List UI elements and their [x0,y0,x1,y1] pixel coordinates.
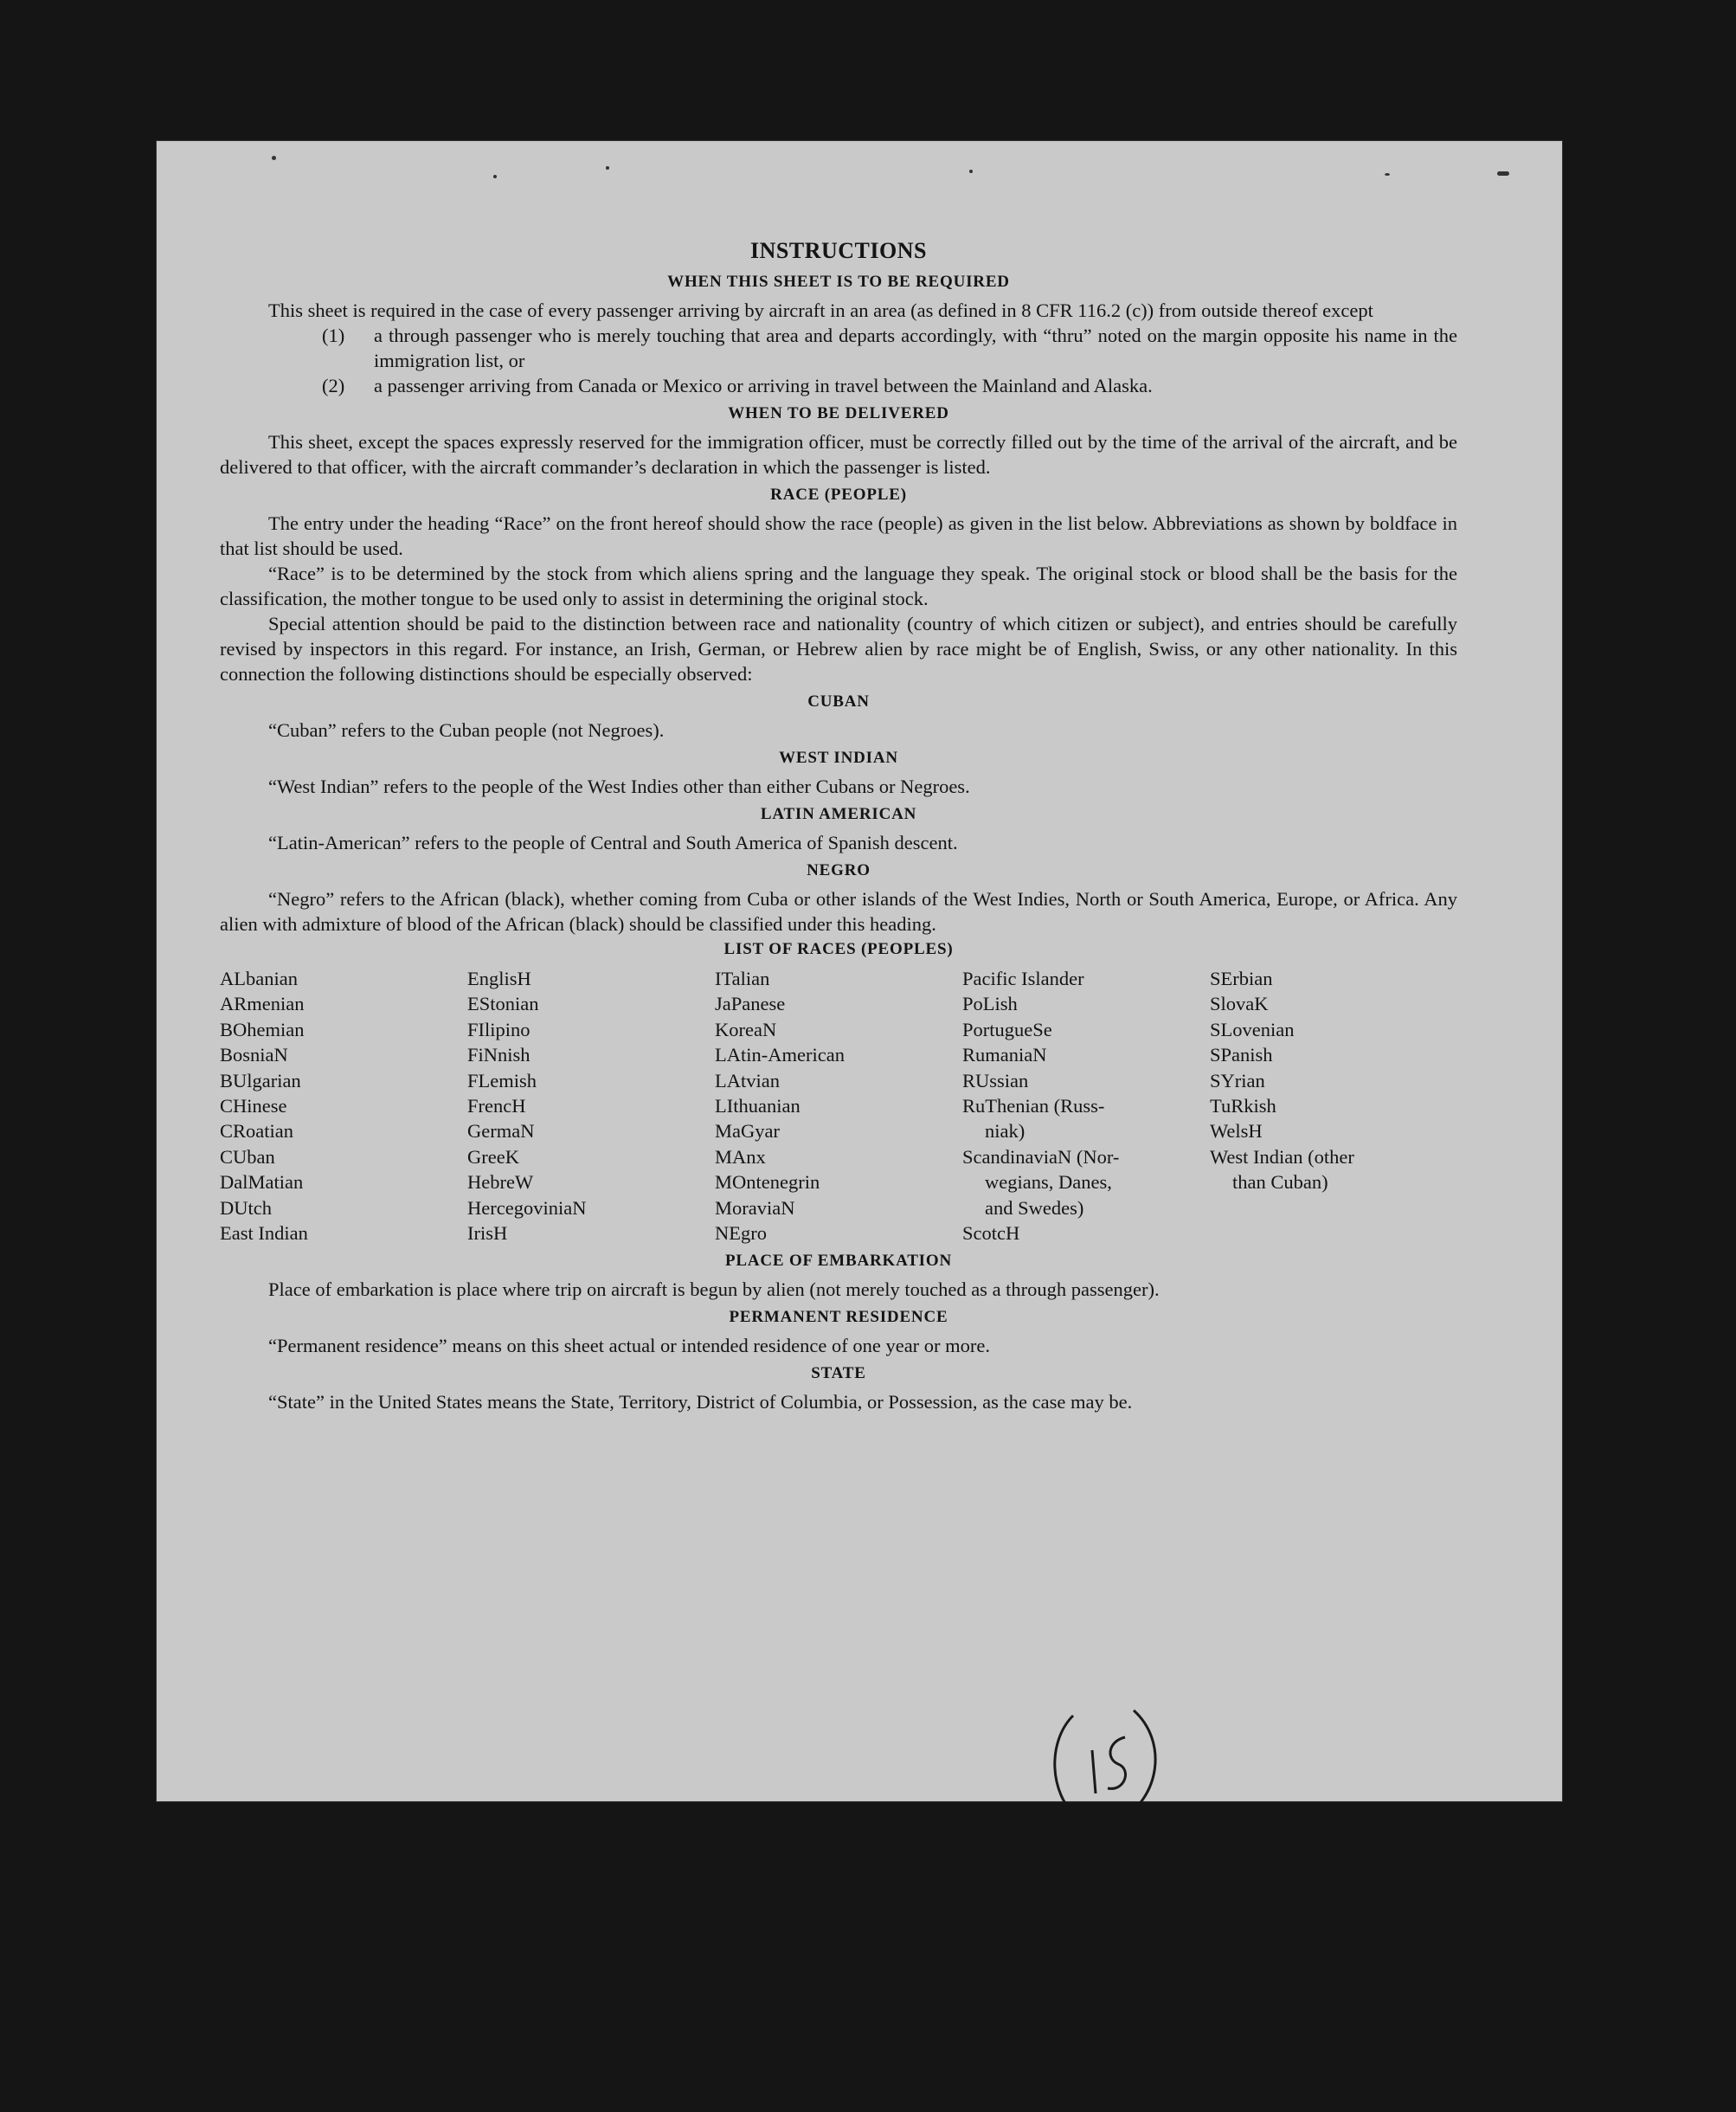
races-column-5 [1210,966,1457,1246]
races-column-2 [467,966,715,1246]
section-heading-west-indian: WEST INDIAN [779,749,898,767]
race-entry: PoLish [962,993,1018,1015]
list-item-text: a through passenger who is merely touching that area and departs accordingly, with “thru” noted on the margin opposite his name in the immigration list, or [374,325,1457,371]
race-entry: HercegoviniaN [467,1196,587,1219]
race-entry: East Indian [220,1222,308,1245]
race-entry: ARmenian [220,993,305,1015]
race-entry: niak) [985,1120,1026,1143]
document-sheet [156,140,1563,1802]
section-heading-embarkation: PLACE OF EMBARKATION [725,1252,952,1271]
race-entry: SlovaK [1210,993,1269,1015]
race-entry: PortugueSe [962,1018,1052,1040]
race-entry: GermaN [467,1120,535,1143]
race-entry: ALbanian [220,968,298,989]
race-entry: FrencH [467,1095,526,1117]
race-entry: and Swedes) [985,1196,1084,1219]
races-column-4 [962,966,1210,1246]
race-entry: TuRkish [1210,1095,1276,1117]
paragraph-residence: “Permanent residence” means on this sheet actual or intended residence of one year or more. [268,1335,991,1357]
list-item [322,323,1457,373]
race-entry: BOhemian [220,1018,305,1040]
race-entry: SLovenian [1210,1018,1295,1040]
race-entry: DUtch [220,1196,272,1219]
list-item-number: (2) [322,375,345,396]
race-entry: SErbian [1210,968,1273,989]
paragraph-negro: “Negro” refers to the African (black), whether coming from Cuba or other islands of the West Indies, North or South America, Europe, or Africa. Any alien with admixture of blood of the African (black) should be classified under this heading. [220,888,1457,935]
race-entry: RumaniaN [962,1044,1047,1066]
race-entry: NEgro [715,1222,767,1245]
paragraph-delivered: This sheet, except the spaces expressly reserved for the immigration officer, must be correctly filled out by the time of the arrival of the aircraft, and be delivered to that officer, with the aircraft commander’s declaration in which the passenger is listed. [220,431,1457,478]
race-entry: LAtin-American [715,1044,845,1066]
race-entry: Pacific Islander [962,968,1084,989]
section-heading-list-of-races: LIST OF RACES (PEOPLES) [723,940,954,958]
paragraph-west-indian: “West Indian” refers to the people of the West Indies other than either Cubans or Negroes. [268,776,970,797]
race-entry: MaGyar [715,1120,780,1143]
race-entry: IrisH [467,1222,508,1245]
paragraph-embarkation: Place of embarkation is place where trip on aircraft is begun by alien (not merely touched as a through passenger). [268,1278,1160,1301]
race-entry: BosniaN [220,1044,288,1066]
race-entry: MAnx [715,1145,766,1168]
race-entry: West Indian (other [1210,1145,1354,1168]
paragraph-latin-american: “Latin-American” refers to the people of Central and South America of Spanish descent. [268,832,958,853]
handwritten-mark-icon [1038,1698,1168,1802]
section-heading-required: WHEN THIS SHEET IS TO BE REQUIRED [667,273,1010,291]
race-entry: MoraviaN [715,1196,795,1219]
list-item-text: a passenger arriving from Canada or Mexico or arriving in travel between the Mainland and Alaska. [374,375,1153,396]
race-entry: FLemish [467,1069,537,1091]
section-heading-delivered: WHEN TO BE DELIVERED [728,404,949,422]
race-entry: RuThenian (Russ- [962,1095,1105,1117]
race-entry: GreeK [467,1145,519,1168]
races-column-3 [715,966,962,1246]
paragraph-race-1: The entry under the heading “Race” on the front hereof should show the race (people) as given in the list below. Abbreviations as shown by boldface in that list should be used. [220,512,1457,559]
race-entry: FIlipino [467,1018,530,1040]
race-entry: ScandinaviaN (Nor- [962,1145,1120,1168]
section-heading-negro: NEGRO [807,861,871,879]
paragraph-race-2: “Race” is to be determined by the stock from which aliens spring and the language they speak. The original stock or blood shall be the basis for the classification, the mother tongue to be used only to assist in determining the original stock. [220,563,1457,609]
race-entry: KoreaN [715,1018,777,1040]
paragraph-cuban: “Cuban” refers to the Cuban people (not Negroes). [268,719,665,741]
race-entry: RUssian [962,1069,1029,1091]
race-entry: than Cuban) [1232,1171,1328,1194]
race-entry: LIthuanian [715,1095,800,1117]
list-item [322,373,1457,398]
list-item-number: (1) [322,325,345,346]
race-entry: MOntenegrin [715,1171,820,1194]
race-entry: WelsH [1210,1120,1263,1143]
races-list [220,966,1457,1246]
race-entry: EStonian [467,993,539,1015]
section-heading-state: STATE [811,1364,866,1383]
paragraph-state: “State” in the United States means the State, Territory, District of Columbia, or Possession, as the case may be. [268,1391,1133,1413]
race-entry: CUban [220,1145,275,1168]
section-heading-latin-american: LATIN AMERICAN [760,805,917,823]
race-entry: SPanish [1210,1044,1273,1066]
paragraph-race-3: Special attention should be paid to the distinction between race and nationality (country of which citizen or subject), and entries should be carefully revised by inspectors in this regard. For instance, an Irish, German, or Hebrew alien by race might be of English, Swiss, or any other nationality. In this connection the following distinctions should be especially observed: [220,613,1457,685]
race-entry: EnglisH [467,968,531,989]
section-heading-race: RACE (PEOPLE) [770,486,907,504]
race-entry: ITalian [715,968,770,989]
race-entry: BUlgarian [220,1069,301,1091]
races-column-1 [220,966,467,1246]
page-title: INSTRUCTIONS [750,238,927,263]
race-entry: SYrian [1210,1069,1265,1091]
race-entry: DalMatian [220,1171,304,1194]
instructions-content [220,235,1457,1414]
race-entry: JaPanese [715,993,786,1015]
race-entry: LAtvian [715,1069,780,1091]
race-entry: FiNnish [467,1044,530,1066]
race-entry: HebreW [467,1171,534,1194]
race-entry: ScotcH [962,1222,1020,1245]
race-entry: CRoatian [220,1120,293,1143]
race-entry: CHinese [220,1095,287,1117]
race-entry: wegians, Danes, [985,1171,1112,1194]
section-heading-cuban: CUBAN [807,692,870,711]
section-heading-residence: PERMANENT RESIDENCE [729,1308,948,1327]
paragraph-required-intro: This sheet is required in the case of every passenger arriving by aircraft in an area (as defined in 8 CFR 116.2 (c)) from outside thereof except [268,299,1373,321]
